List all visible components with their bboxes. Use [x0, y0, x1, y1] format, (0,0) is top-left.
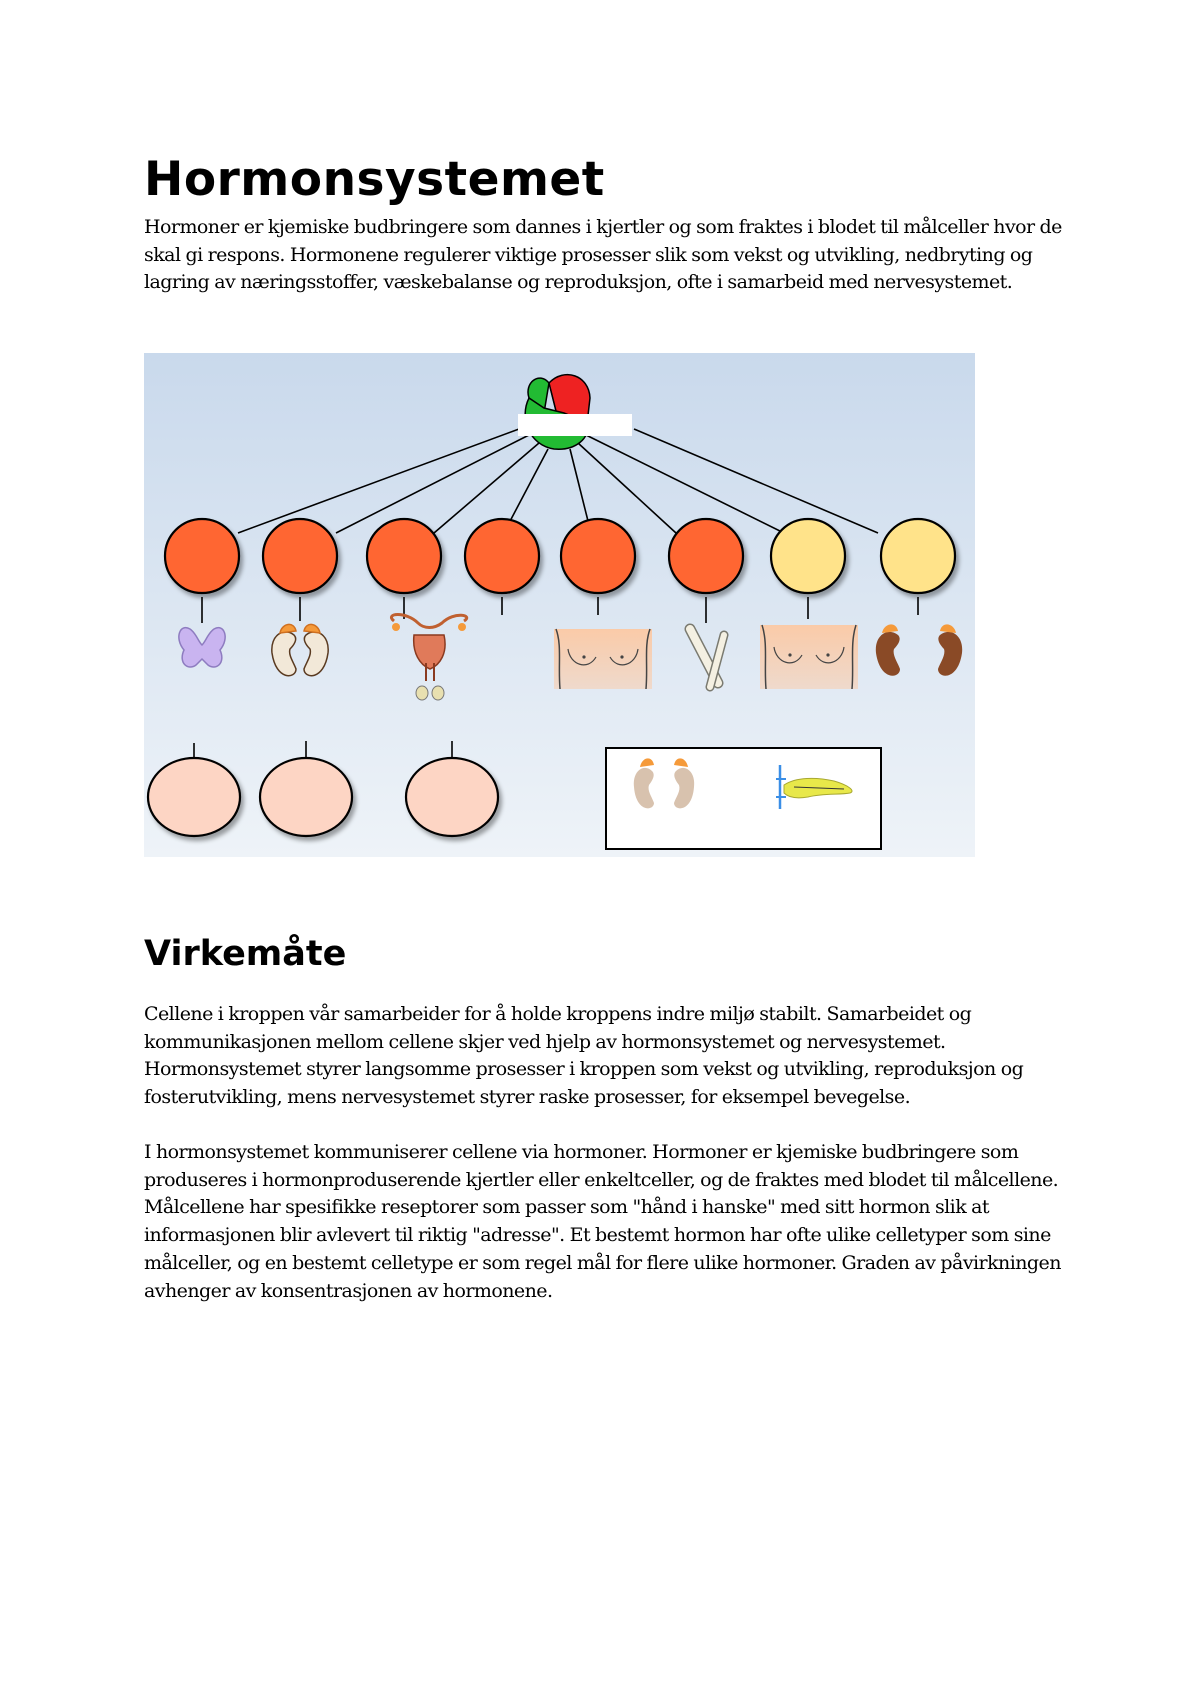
hormone-system-diagram: [144, 353, 975, 857]
gland-node-6: [669, 519, 743, 593]
gland-node-5: [561, 519, 635, 593]
pituitary-gland-icon: [525, 375, 590, 450]
target-node-2: [260, 758, 352, 836]
gland-node-3: [367, 519, 441, 593]
body-paragraph-1: Cellene i kroppen vår samarbeider for å holde kroppens indre miljø stabilt. Samarbeidet og kommunikasjonen mellom cellene skjer ved hjelp av hormonsystemet og nervesystemet. Hormonsystemet styrer langsomme prosesser i kroppen som vekst og utvikling, reproduksjon og fosterutvikling, mens nervesystemet styrer raske prosesser, for eksempel bevegelse.: [144, 1003, 1024, 1109]
body-paragraph-2: I hormonsystemet kommuniserer cellene via hormoner. Hormoner er kjemiske budbringere som produseres i hormonproduserende kjertler eller enkeltceller, og de fraktes med blodet til målcellene. Målcellene har spesifikke reseptorer som passer som "hånd i hanske" med sitt hormon slik at informasjonen blir avlevert til riktig "adresse". Et bestemt hormon har ofte ulike celletyper som sine målceller, og en bestemt celletype er som regel mål for flere ulike hormoner. Graden av påvirkningen avhenger av konsentrasjonen av hormonene.: [144, 1141, 1061, 1302]
page-title: Hormonsystemet: [144, 152, 605, 207]
gland-node-8: [881, 519, 955, 593]
gland-node-7: [771, 519, 845, 593]
breasts-icon-2: [760, 625, 858, 689]
breasts-icon: [554, 629, 652, 689]
gland-node-4: [465, 519, 539, 593]
gland-node-2: [263, 519, 337, 593]
target-nodes: [148, 758, 498, 836]
target-node-1: [148, 758, 240, 836]
target-node-3: [406, 758, 498, 836]
gland-node-1: [165, 519, 239, 593]
section-heading: Virkemåte: [144, 934, 347, 974]
inset-box: [606, 748, 881, 849]
intro-paragraph: Hormoner er kjemiske budbringere som dannes i kjertler og som fraktes i blodet til målceller hvor de skal gi respons. Hormonene regulerer viktige prosesser slik som vekst og utvikling, nedbryting og lagring av næringsstoffer, væskebalanse og reproduksjon, ofte i samarbeid med nervesystemet.: [144, 216, 1062, 294]
pituitary-label-box: [518, 414, 632, 436]
